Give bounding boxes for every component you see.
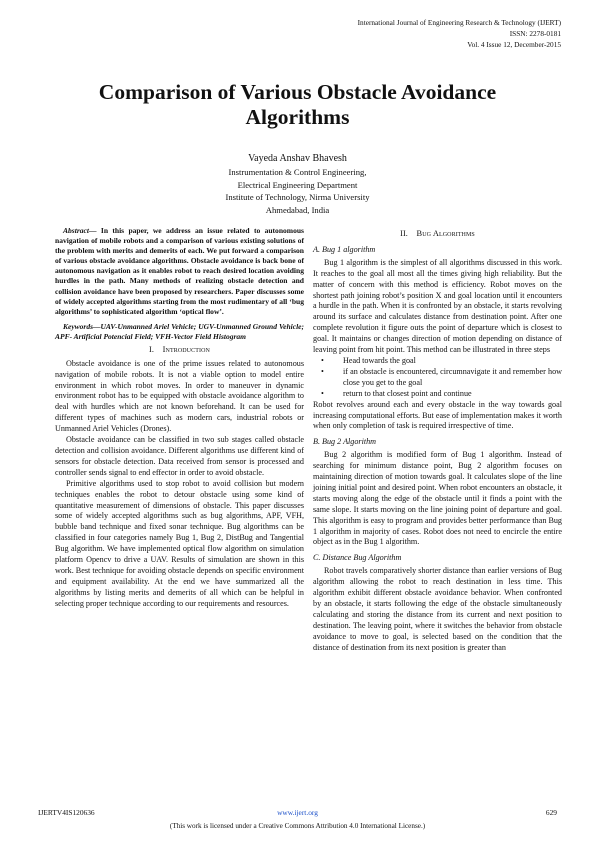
paper-id: IJERTV4IS120636 — [38, 808, 95, 817]
author-institute: Institute of Technology, Nirma University — [225, 192, 370, 203]
running-header — [358, 17, 561, 50]
subsection-bug2: B. Bug 2 Algorithm — [313, 437, 377, 447]
journal-name: International Journal of Engineering Research & Technology (IJERT) — [357, 18, 561, 27]
issn: ISSN: 2278-0181 — [509, 29, 561, 38]
section-heading-bug: II. Bug Algorithms — [400, 229, 475, 238]
distbug-paragraph: Robot travels comparatively shorter distance than earlier versions of Bug algorithm allowing the robot to reach destination in less time. This algorithm exhibit different obstacle avoidance behavior. When confronted by an obstacle, it starts following the edge of the obstacle simultaneously calculating and storing the distance from its current and next position to destination. The leaving point, where it switches the behavior from obstacle avoidance to move to goal, is selected based on the condition that the distance of destination from its next position is greater than — [313, 566, 562, 652]
paper-title: Comparison of Various Obstacle Avoidance Algorithms — [98, 80, 497, 129]
list-item: • return to that closest point and continue — [335, 389, 562, 400]
license-notice: (This work is licensed under a Creative Commons Attribution 4.0 International License.) — [169, 822, 426, 830]
author-dept1: Instrumentation & Control Engineering, — [228, 167, 367, 177]
intro-paragraph-2: Obstacle avoidance can be classified in two sub stages called obstacle detection and collision avoidance. Different algorithms use different kind of sensors for obstacle detection. Data received from sensor is processed and controller sends signal to end effector in order to avoid obstacle. — [55, 435, 304, 477]
author-city: Ahmedabad, India — [265, 204, 330, 215]
bug2-paragraph: Bug 2 algorithm is modified form of Bug 1 algorithm. Instead of searching for minimum distance point, Bug 2 algorithm focuses on maintaining direction of motion towards goal. It calculates slope of the line joining initial point and desired point. When robot encounters an obstacle, it starts moving along the edge of the obstacle until it finds a point with the same slope. It starts moving on the line joining point of departure and goal. This algorithm is easy to program and provides better performance than Bug 1 algorithm in majority of cases. Robot does not need to encircle the entire object as in the Bug 1 algorithm. — [313, 450, 562, 547]
section-heading-intro: I. Introduction — [149, 344, 210, 354]
author-name: Vayeda Anshav Bhavesh — [248, 153, 347, 164]
volume-issue: Vol. 4 Issue 12, December-2015 — [467, 40, 561, 49]
abstract — [55, 226, 304, 317]
author-block — [150, 152, 445, 216]
subsection-distbug: C. Distance Bug Algorithm — [313, 553, 402, 563]
bug1-paragraph-1: Bug 1 algorithm is the simplest of all algorithms discussed in this work. It reaches to the goal all most all the times giving high reliability. But the matter of concern with this method is efficiency. Robot moves on the shortest path joining robot’s position X and goal location until it encounters a hurdle in the path. When it is confronted by an obstacle, it starts revolving around its surface and calculates distance from destination point. After one complete revolution it figure outs the point of departure which is closest to goal. It maintains or changes direction of motion depending on distance of leaving point from hit point. This method can be illustrated in three steps — [313, 257, 562, 355]
page-number: 629 — [545, 808, 557, 817]
subsection-bug1: A. Bug 1 algorithm — [313, 244, 376, 254]
intro-paragraph-3: Primitive algorithms used to stop robot to avoid collision but modern techniques enables the robot to detour obstacle using some kind of quantitative measurement of dimensions of obstacle. This paper discusses some of widely accepted algorithms such as bug algorithms, APF, VFH, bubble band technique and fixed sonar technique. Bug algorithms can be classified in four categories namely Bug 1, Bug 2, DistBug and Tangential Bug algorithm. We have implemented optical flow algorithm on simulation platform Opencv to drive a UAV. Results of simulation are shown in this work. Best technique for avoiding obstacle depends on specific environment and equipment availability. At the end we have summarized all the algorithms by listing merits and demerits of all which can be helpful in selecting proper technique according to our requirements and resources. — [55, 478, 304, 608]
list-item: • Head towards the goal — [335, 356, 562, 367]
left-column — [55, 226, 304, 610]
bug1-paragraph-2: Robot revolves around each and every obstacle in the way towards goal increasing computational efforts. But ease of implementation makes it worth when only completion of task is required irrespective of time. — [313, 399, 562, 431]
list-item: • if an obstacle is encountered, circumnavigate it and remember how close you get to the goal — [335, 367, 562, 389]
abstract-label: Abstract— — [63, 226, 97, 235]
keywords: Keywords—UAV-Unmanned Ariel Vehicle; UGV-Unmanned Ground Vehicle; APF- Artificial Potencial Field; VFH-Vector Field Histogram — [55, 321, 304, 341]
intro-paragraph-1: Obstacle avoidance is one of the prime issues related to autonomous navigation of mobile robots. It is not a viable option to model entire environment in which robot moves. In order to maneuver in dynamic environment robot has to be equipped with obstacle avoidance algorithm to deal with hurdles which are not known beforehand. It can be used for different types of machines such as modern cars, industrial robots or Unmanned Ariel Vehicles (Drones). — [55, 358, 304, 434]
journal-website-link[interactable]: www.ijert.org — [277, 808, 318, 817]
bug1-steps-list — [313, 356, 562, 400]
abstract-text: In this paper, we address an issue related to autonomous navigation of mobile robots and a comparison of various existing solutions of the problem with merits and demerits of each. We put forward a comparison of various obstacle avoidance algorithms. Obstacle avoidance is back bone of autonomous navigation as it enables robot to reach desired location avoiding hurdles in the path. Many methods of realizing obstacle detection and collision avoidance have been proposed by researchers. Paper discusses some of widely accepted algorithms starting from the most rudimentary of all ‘bug algorithms’ to sophisticated algorithm ‘optical flow’. — [55, 226, 304, 316]
author-dept2: Electrical Engineering Department — [237, 179, 358, 190]
right-column — [313, 226, 562, 654]
